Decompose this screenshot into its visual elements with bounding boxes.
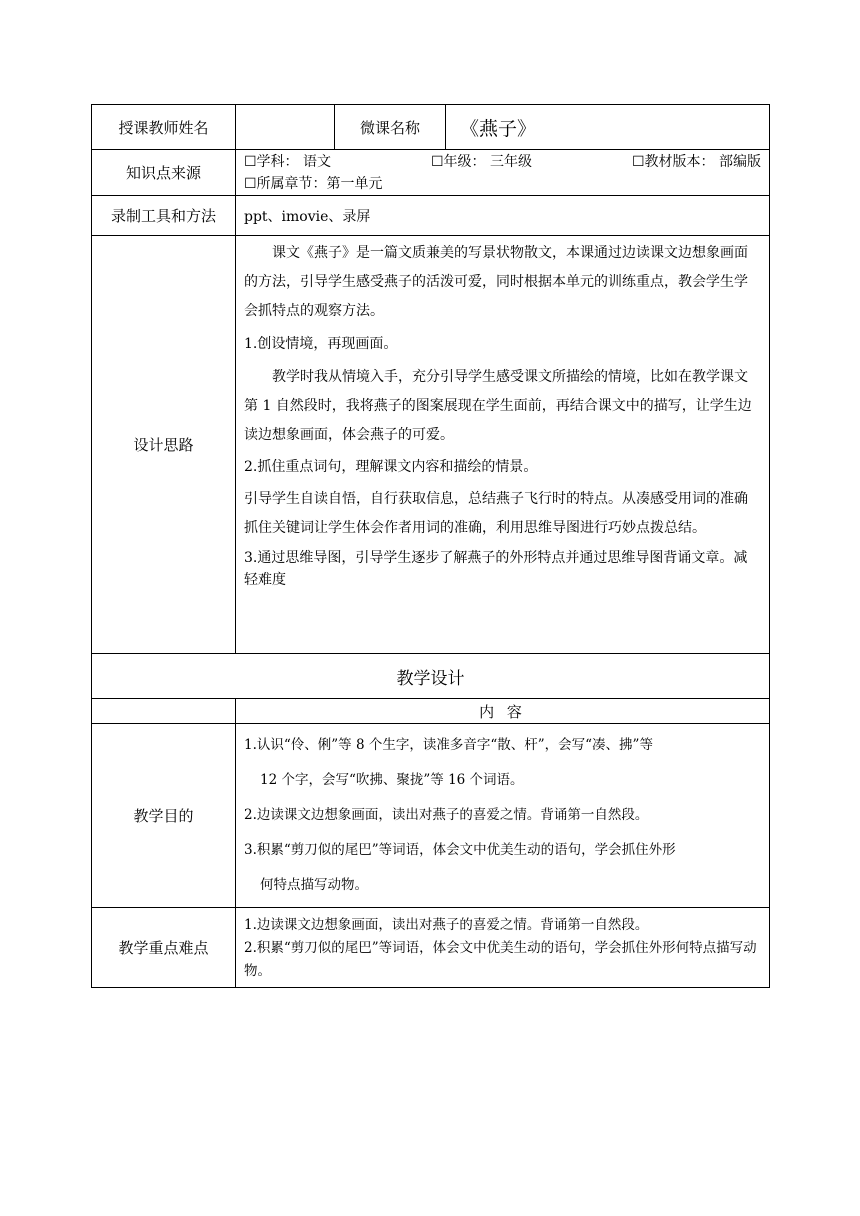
- design-paragraph: 引导学生自读自悟，自行获取信息，总结燕子飞行时的特点。从凑感受用词的准确抓住关键词让学生体会作者用词的准确，利用思维导图进行巧妙点拨总结。: [244, 491, 748, 536]
- section-title: 教学设计: [92, 654, 770, 699]
- source-label: 知识点来源: [92, 150, 236, 196]
- design-paragraph: 教学时我从情境入手，充分引导学生感受课文所描绘的情境，比如在教学课文第 1 自然段时，我将燕子的图案展现在学生面前，再结合课文中的描写，让学生边读边想象画面，体会燕子的可爱。: [244, 369, 752, 443]
- section-title-row: [92, 654, 770, 699]
- header-row: [92, 105, 770, 150]
- tools-value: ppt、imovie、录屏: [236, 196, 770, 236]
- design-idea-label: 设计思路: [92, 236, 236, 654]
- content-header-row: [92, 699, 770, 724]
- content-header: 内 容: [236, 699, 770, 724]
- design-paragraph: 课文《燕子》是一篇文质兼美的写景状物散文，本课通过边读课文边想象画面的方法，引导学生感受燕子的活泼可爱，同时根据本单元的训练重点，教会学生学会抓特点的观察方法。: [244, 245, 748, 319]
- tools-label: 录制工具和方法: [92, 196, 236, 236]
- edition-field: ☐教材版本： 部编版: [631, 153, 761, 170]
- key-points-row: [92, 908, 770, 988]
- goals-row: [92, 724, 770, 908]
- design-paragraph: 1.创设情境，再现画面。: [244, 336, 398, 352]
- key-point-item: 1.边读课文边想象画面，读出对燕子的喜爱之情。背诵第一自然段。: [244, 917, 649, 933]
- subject-field: ☐学科： 语文: [244, 153, 332, 170]
- tools-row: [92, 196, 770, 236]
- empty-cell: [92, 699, 236, 724]
- design-paragraph: 2.抓住重点词句，理解课文内容和描绘的情景。: [244, 459, 538, 475]
- design-idea-row: [92, 236, 770, 654]
- goals-content: [236, 724, 770, 908]
- goal-item: 3.积累“剪刀似的尾巴”等词语，体会文中优美生动的语句，学会抓住外形 何特点描写动物。: [244, 842, 676, 893]
- key-points-content: [236, 908, 770, 988]
- teacher-label: 授课教师姓名: [92, 105, 236, 150]
- goal-item: 2.边读课文边想象画面，读出对燕子的喜爱之情。背诵第一自然段。: [244, 807, 649, 823]
- grade-field: ☐年级： 三年级: [430, 153, 532, 170]
- key-points-label: 教学重点难点: [92, 908, 236, 988]
- goals-label: 教学目的: [92, 724, 236, 908]
- source-value: [236, 150, 770, 196]
- chapter-field: ☐所属章节：第一单元: [244, 175, 383, 192]
- design-idea-content: [236, 236, 770, 654]
- course-title: 《燕子》: [446, 105, 770, 150]
- teacher-value: [236, 105, 335, 150]
- key-point-item: 2.积累“剪刀似的尾巴”等词语，体会文中优美生动的语句，学会抓住外形何特点描写动物。: [244, 940, 757, 979]
- source-row: [92, 150, 770, 196]
- design-paragraph: 3.通过思维导图，引导学生逐步了解燕子的外形特点并通过思维导图背诵文章。减轻难度: [244, 550, 748, 588]
- course-label: 微课名称: [335, 105, 446, 150]
- goal-item: 1.认识“伶、俐”等 8 个生字，读准多音字“散、杆”，会写“凑、拂”等 12 个字，会写“吹拂、聚拢”等 16 个词语。: [244, 737, 653, 788]
- lesson-plan-table: [91, 104, 770, 988]
